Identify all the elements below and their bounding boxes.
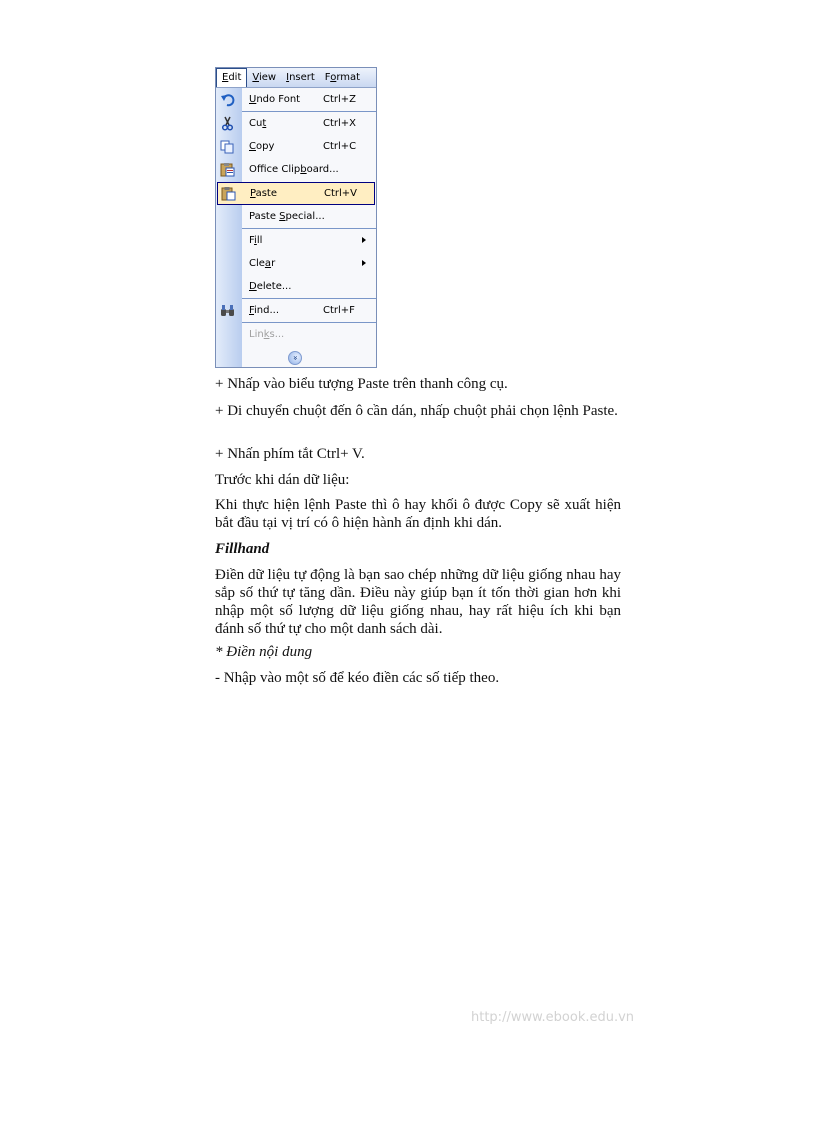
paragraph-enter-number: - Nhập vào một số để kéo điền các số tiếp theo. xyxy=(215,670,500,686)
menu-item-find[interactable] xyxy=(216,299,376,322)
menu-item-copy[interactable] xyxy=(216,135,376,158)
paragraph-fillhand-description: Điền dữ liệu tự động là bạn sao chép những dữ liệu giống nhau hay sắp số thứ tự tăng dần. Điều này giúp bạn ít tốn thời gian hơn khi nhập một số lượng dữ liệu giống nhau, hay rất hiệu ích khi bạn đánh số thứ tự cho một danh sách dài. xyxy=(215,567,621,637)
menu-item-shortcut: Ctrl+F xyxy=(323,305,355,316)
menu-item-label: Copy xyxy=(249,141,275,152)
watermark-url: http://www.ebook.edu.vn xyxy=(471,1010,635,1025)
paste-icon xyxy=(221,186,236,201)
copy-icon xyxy=(220,139,235,154)
clipboard-icon xyxy=(220,162,235,177)
menu-item-links xyxy=(216,323,376,346)
menu-item-undo-font[interactable] xyxy=(216,88,376,111)
paragraph-before-paste: Trước khi dán dữ liệu: xyxy=(215,472,350,488)
menu-item-cut[interactable] xyxy=(216,112,376,135)
edit-dropdown xyxy=(216,88,376,368)
menu-item-label: Find... xyxy=(249,305,280,316)
menu-item-paste[interactable] xyxy=(217,182,375,205)
section-heading-fillhand: Fillhand xyxy=(215,541,270,557)
menu-item-label: Cut xyxy=(249,118,267,129)
paragraph-paste-toolbar: + Nhấp vào biểu tượng Paste trên thanh công cụ. xyxy=(215,376,508,392)
menu-item-office-clipboard[interactable] xyxy=(216,158,376,181)
paragraph-paste-shortcut: + Nhấn phím tắt Ctrl+ V. xyxy=(215,446,365,462)
menu-item-label: Clear xyxy=(249,258,276,269)
binoculars-icon xyxy=(220,303,235,318)
menu-item-fill[interactable] xyxy=(216,229,376,252)
menu-item-label: Fill xyxy=(249,235,263,246)
submenu-arrow-icon xyxy=(362,260,366,266)
menu-item-label: Paste Special... xyxy=(249,211,325,222)
paragraph-paste-result: Khi thực hiện lệnh Paste thì ô hay khối ô được Copy sẽ xuất hiện bắt đầu tại vị trí có ô hiện hành ấn định khi dán. xyxy=(215,497,621,531)
menu-item-shortcut: Ctrl+V xyxy=(324,188,358,199)
menu-item-label: Office Clipboard... xyxy=(249,164,339,175)
menubar xyxy=(216,68,376,88)
paragraph-paste-right-click: + Di chuyển chuột đến ô cần dán, nhấp chuột phải chọn lệnh Paste. xyxy=(215,403,618,419)
menu-item-clear[interactable] xyxy=(216,252,376,275)
expand-menu-chevron-icon[interactable]: » xyxy=(288,351,302,365)
menu-item-shortcut: Ctrl+Z xyxy=(323,94,357,105)
menu-item-delete[interactable] xyxy=(216,275,376,298)
menu-view[interactable]: View xyxy=(252,72,277,83)
undo-icon xyxy=(220,92,235,107)
submenu-arrow-icon xyxy=(362,237,366,243)
menu-format[interactable]: Format xyxy=(324,72,361,83)
subheading-fill-content: * Điền nội dung xyxy=(215,644,313,660)
menu-item-shortcut: Ctrl+C xyxy=(323,141,357,152)
scissors-icon xyxy=(220,116,235,131)
menu-item-shortcut: Ctrl+X xyxy=(323,118,357,129)
menu-insert[interactable]: Insert xyxy=(286,72,315,83)
menu-item-label: Paste xyxy=(250,188,278,199)
menu-item-label: Undo Font xyxy=(249,94,301,105)
menu-item-paste-special[interactable] xyxy=(216,205,376,228)
menu-item-label: Links... xyxy=(249,329,285,340)
menu-edit[interactable]: Edit xyxy=(216,68,247,87)
edit-menu-screenshot xyxy=(215,67,377,368)
menu-item-label: Delete... xyxy=(249,281,292,292)
